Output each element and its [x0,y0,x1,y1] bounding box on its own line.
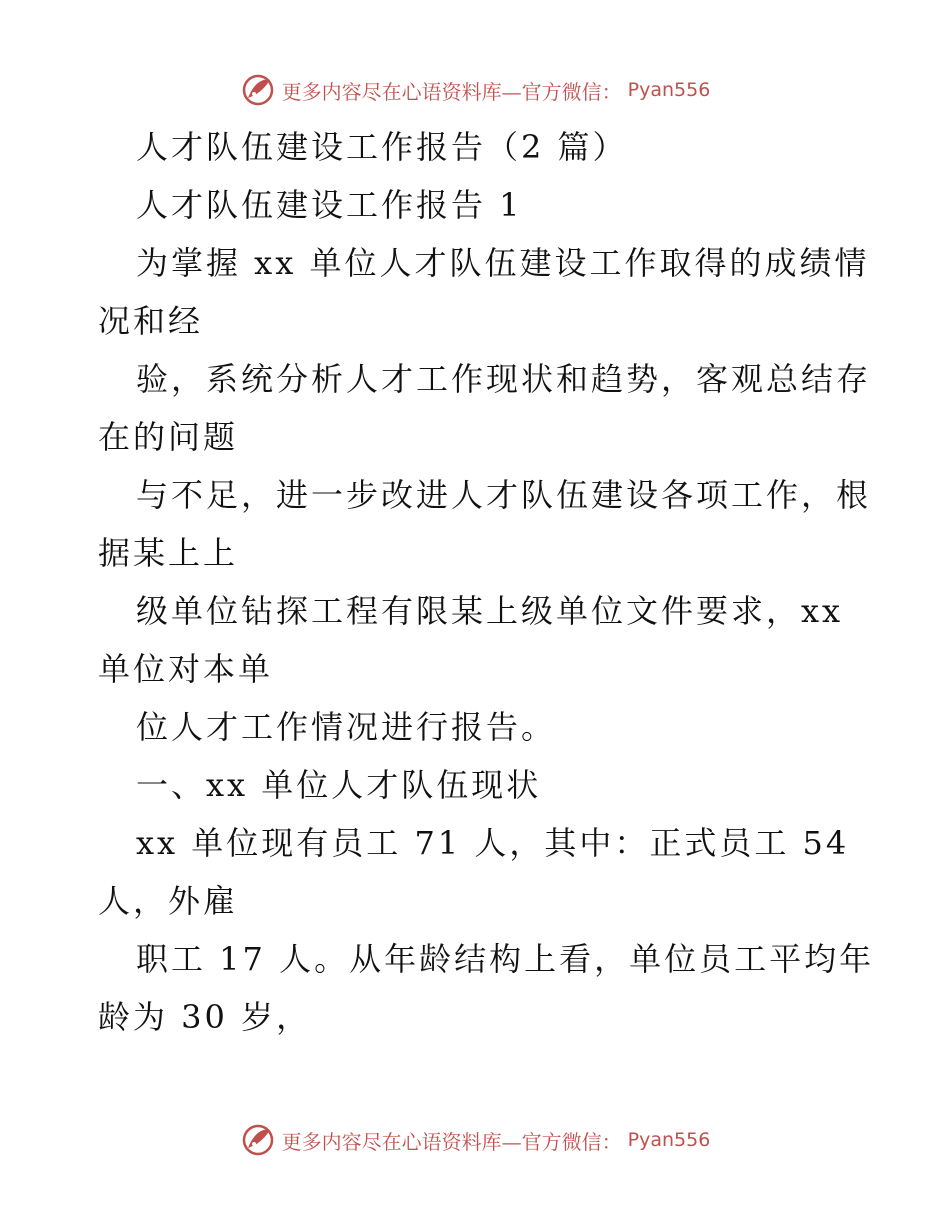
paragraph-line: xx 单位现有员工 71 人，其中：正式员工 54 [136,824,850,862]
header-watermark [0,70,950,110]
paragraph-line: 人，外雇 [98,882,239,920]
paragraph-line: 据某上上 [98,534,239,572]
paragraph-line: 职工 17 人。从年龄结构上看，单位员工平均年 [136,940,875,978]
pen-nib-logo-icon [240,1122,276,1158]
paragraph-line: 在的问题 [98,418,239,456]
paragraph-line: 验，系统分析人才工作现状和趋势，客观总结存 [136,360,872,398]
section-heading: 一、xx 单位人才队伍现状 [136,766,542,804]
paragraph-line: 况和经 [98,302,204,340]
paragraph-line: 单位对本单 [98,650,274,688]
footer-watermark [0,1120,950,1160]
document-body [98,118,875,1046]
paragraph-line: 龄为 30 岁， [98,998,312,1036]
watermark-text: 更多内容尽在心语资料库—官方微信： [281,1129,622,1154]
doc-subtitle: 人才队伍建设工作报告 1 [136,186,523,224]
paragraph-line: 与不足，进一步改进人才队伍建设各项工作，根 [136,476,872,514]
watermark-wechat-id: Pyan556 [627,1129,711,1151]
pen-nib-logo-icon [240,72,276,108]
paragraph-line: 为掌握 xx 单位人才队伍建设工作取得的成绩情 [136,244,870,282]
paragraph-line: 位人才工作情况进行报告。 [136,708,557,746]
watermark-wechat-id: Pyan556 [627,79,711,101]
paragraph-line: 级单位钻探工程有限某上级单位文件要求，xx [136,592,844,630]
doc-title: 人才队伍建设工作报告（2 篇） [136,128,628,166]
watermark-text: 更多内容尽在心语资料库—官方微信： [281,79,622,104]
